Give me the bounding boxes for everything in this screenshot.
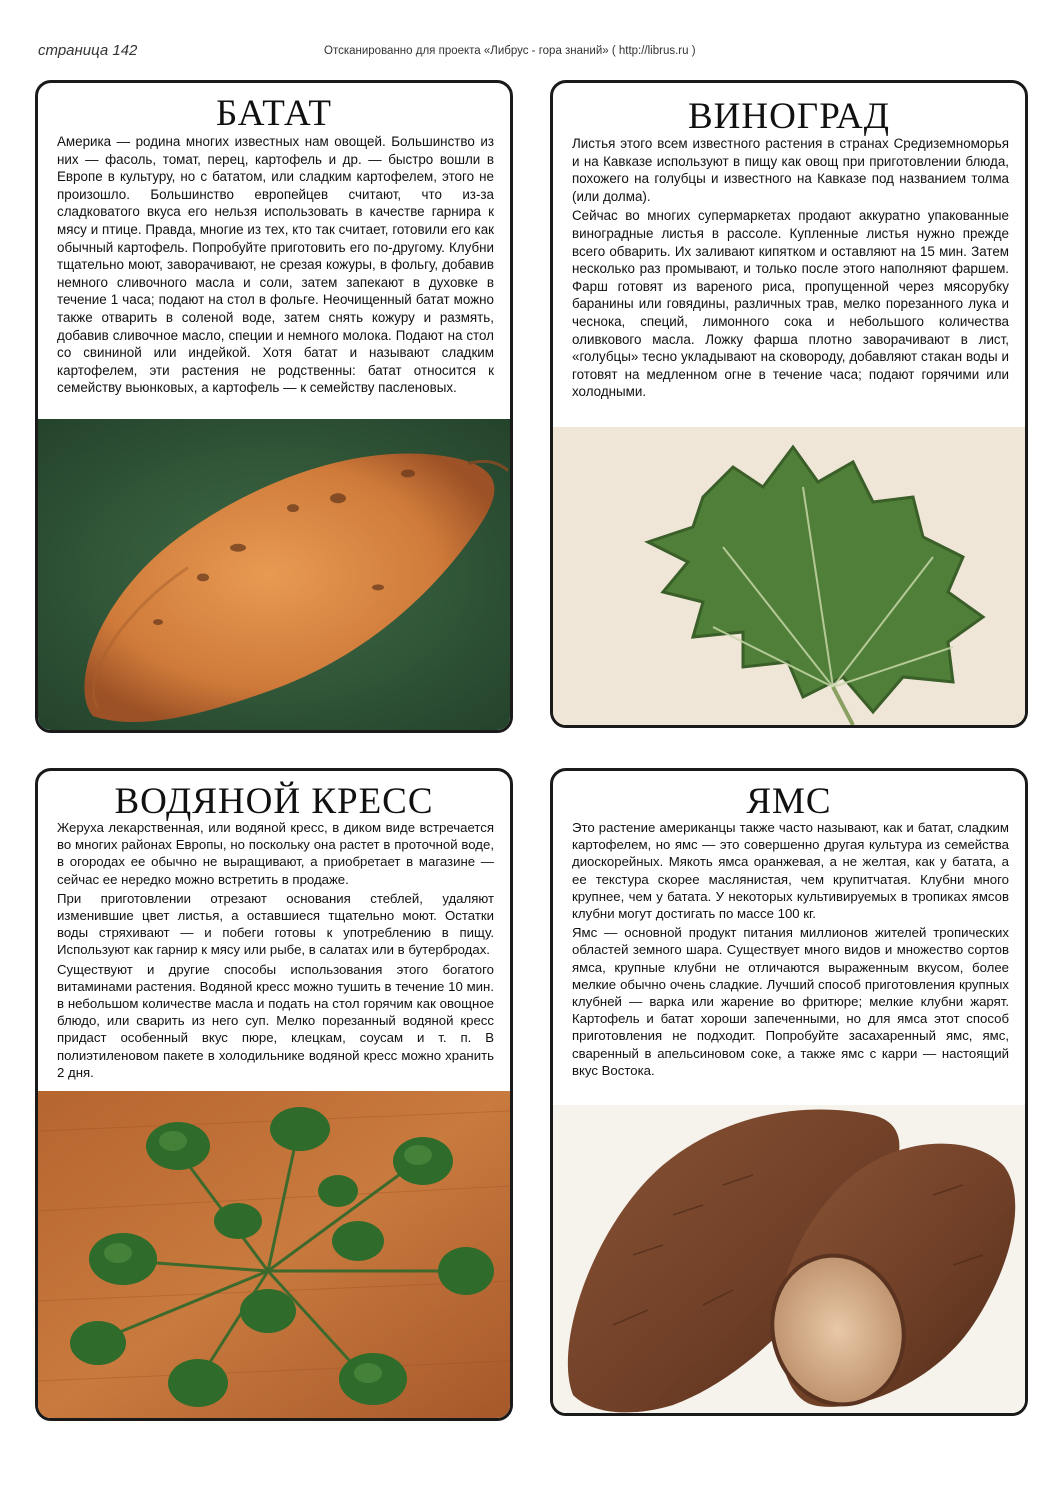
card-text [572,135,1009,401]
card-title: ЯМС [746,781,832,822]
watercress-photo [38,1091,510,1418]
paragraph: При приготовлении отрезают основания стеблей, удаляют изменившие цвет листья, а оставшиеся тщательно моют. Остатки воды стряхивают — и побеги готовы к употреблению в пищу. Используют как гарнир к мясу или рыбе, в салатах или в бутербродах. [57,890,494,958]
page-number: страница 142 [38,42,138,59]
yam-photo [553,1105,1025,1413]
card-title: ВИНОГРАД [687,96,891,137]
paragraph: Листья этого всем известного растения в странах Средиземноморья и на Кавказе используют в пищу как овощ при приготовлении блюда, похожего на голубцы и известного на Кавказе под названием толма (или долма). [572,136,1009,204]
card-vinograd [550,80,1028,728]
card-title: БАТАТ [215,93,333,134]
card-vodyanoy-kress [35,768,513,1421]
card-batat [35,80,513,733]
card-text [572,819,1009,1079]
grape-leaf-photo [553,427,1025,725]
paragraph: Сейчас во многих супермаркетах продают аккуратно упакованные виноградные листья в рассоле. Купленные листья нужно прежде всего обварить. Их заливают кипятком и оставляют на 15 мин. Затем несколько раз промывают, и только после этого наполняют фаршем. Фарш готовят из вареного риса, пропущенной через мясорубку баранины или говядины, различных трав, мелко порезанного лука и чеснока, специй, лимонного сока и небольшого количества оливкового масла. Ложку фарша плотно заворачивают в лист, «голубцы» тесно укладывают на сковороду, добавляют стакан воды и готовят на медленном огне в течение часа; подают горячими или холодными. [572,208,1009,400]
paragraph: Ямс — основной продукт питания миллионов жителей тропических областей земного шара. Существует много видов и множество сортов ямса, крупные клубни не отличаются выраженным вкусом, более мелкие обычно очень сладкие. Лучший способ приготовления крупных клубней — варка или жарение во фритюре; мелкие клубни жарят. Картофель и батат хороши запеченными, но для ямса этот способ приготовления не подходит. Попробуйте засахаренный ямс, ямс, сваренный в апельсиновом соке, а также ямс с карри — настоящий вкус Востока. [572,925,1009,1078]
page-header [38,42,1018,62]
paragraph: Это растение американцы также часто называют, как и батат, сладким картофелем, но ямс — это совершенно другая культура из семейства диоскорейных. Мякоть ямса оранжевая, а не желтая, как у батата, а ее текстура скорее маслянистая, чем крупитчатая. Клубни много крупнее, чем у батата. У некоторых культивируемых в тропиках ямсов клубни могут достигать по массе 100 кг. [572,820,1009,922]
paragraph: Жеруха лекарственная, или водяной кресс, в диком виде встречается во многих районах Европы, но поскольку она растет в проточной воде, в огородах ее обычно не выращивают, а приобретает в магазине — сейчас ее нередко можно встретить в продаже. [57,820,494,887]
paragraph: Существуют и другие способы использования этого богатого витаминами растения. Водяной кресс можно тушить в течение 10 мин. в небольшом количестве масла и подать на стол горячим как овощное блюдо, или сварить из него суп. Мелко порезанный водяной кресс придаст особенный вкус пюре, клецкам, соусам и т. п. В полиэтиленовом пакете в холодильнике водяной кресс можно хранить 2 дня. [57,961,494,1080]
scan-note: Отсканированно для проекта «Либрус - гора знаний» ( http://librus.ru ) [324,45,696,57]
card-yams [550,768,1028,1416]
sweet-potato-photo [38,419,510,730]
card-text [57,133,494,397]
paragraph: Америка — родина многих известных нам овощей. Большинство из них — фасоль, томат, перец, картофель и др. — быстро вошли в Европе в культуру, но с бататом, или сладким картофелем, этого не произошло. Большинство европейцев считают, что из-за сладковатого вкуса его нельзя использовать в качестве гарнира к мясу и птице. Правда, многие из тех, кто так считает, готовили его как обычный картофель. Попробуйте приготовить его по-другому. Клубни тщательно моют, заворачивают, не срезая кожуры, в фольгу, добавив немного сливочного масла и соли, затем запекают в духовке в течение 1 часа; подают на стол в фольге. Неочищенный батат можно также отварить в соленой воде, затем снять кожуру и размять, добавив сливочное масло, специи и немного молока. Подают на стол со свининой или индейкой. Хотя батат и называют сладким картофелем, эти растения не родственны: батат относится к семейству вьюнковых, а картофель — к семейству пасленовых. [57,134,494,396]
card-title: ВОДЯНОЙ КРЕСС [114,781,434,822]
card-text [57,819,494,1081]
